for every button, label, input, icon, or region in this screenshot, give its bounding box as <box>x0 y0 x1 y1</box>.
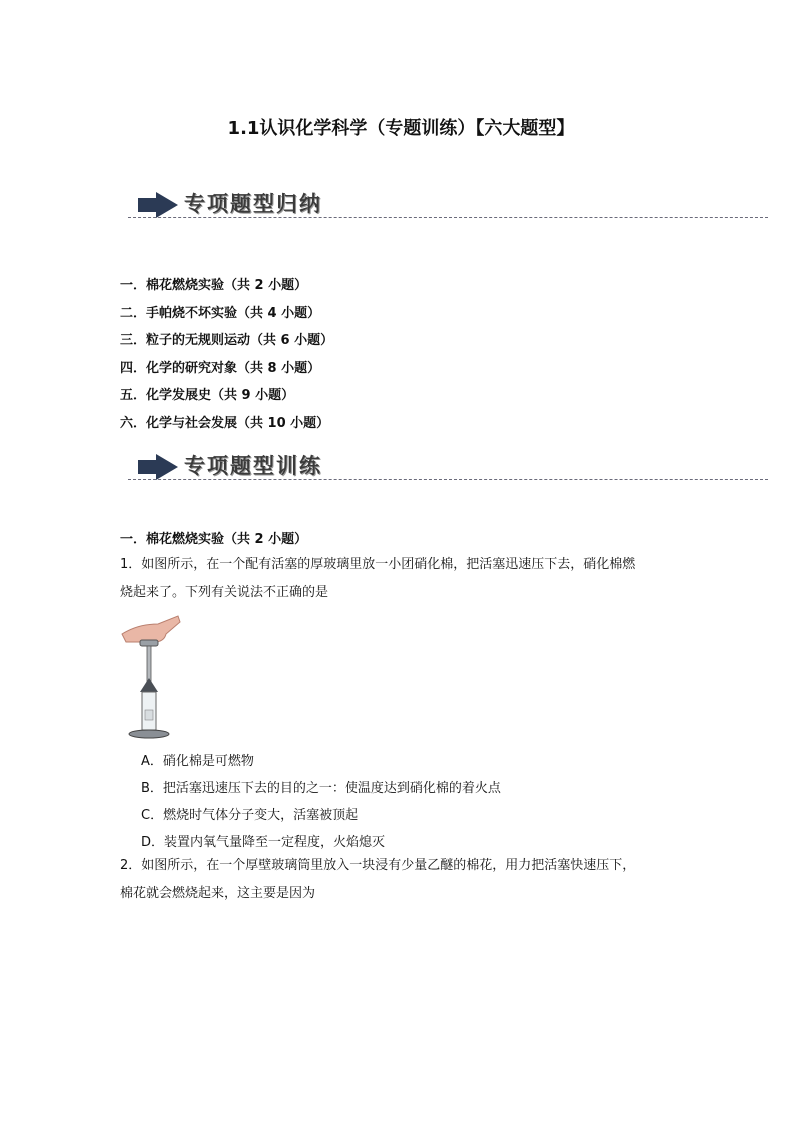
banner-divider <box>128 217 768 218</box>
option-a: A．硝化棉是可燃物 <box>141 754 254 769</box>
section-banner-training <box>128 450 768 484</box>
question-1-line-2: 烧起来了。下列有关说法不正确的是 <box>120 585 329 600</box>
section-heading: 一．棉花燃烧实验（共 2 小题） <box>120 532 308 547</box>
banner-divider <box>128 479 768 480</box>
section-banner-summary <box>128 188 768 222</box>
list-item: 四．化学的研究对象（共 8 小题） <box>120 360 321 376</box>
arrow-icon <box>138 454 178 480</box>
list-item: 六．化学与社会发展（共 10 小题） <box>120 415 330 431</box>
question-1-line-1: 1．如图所示，在一个配有活塞的厚玻璃里放一小团硝化棉，把活塞迅速压下去，硝化棉燃 <box>120 557 636 572</box>
option-c: C．燃烧时气体分子变大，活塞被顶起 <box>141 808 359 823</box>
arrow-icon <box>138 192 178 218</box>
list-item: 五．化学发展史（共 9 小题） <box>120 388 295 403</box>
option-d: D．装置内氧气量降至一定程度，火焰熄灭 <box>141 835 386 850</box>
topic-list <box>120 276 333 441</box>
document-title: 1.1认识化学科学（专题训练）【六大题型】 <box>227 118 575 139</box>
question-2-line-2: 棉花就会燃烧起来，这主要是因为 <box>120 886 316 901</box>
list-item: 二．手帕烧不坏实验（共 4 小题） <box>120 305 321 321</box>
piston-apparatus-figure <box>118 612 182 744</box>
question-2-line-1: 2．如图所示，在一个厚壁玻璃筒里放入一块浸有少量乙醚的棉花，用力把活塞快速压下， <box>120 858 636 873</box>
banner-label: 专项题型训练 <box>184 454 322 478</box>
list-item: 三．粒子的无规则运动（共 6 小题） <box>120 333 334 348</box>
option-b: B．把活塞迅速压下去的目的之一：使温度达到硝化棉的着火点 <box>141 781 501 796</box>
list-item: 一．棉花燃烧实验（共 2 小题） <box>120 278 308 293</box>
banner-label: 专项题型归纳 <box>184 192 322 216</box>
